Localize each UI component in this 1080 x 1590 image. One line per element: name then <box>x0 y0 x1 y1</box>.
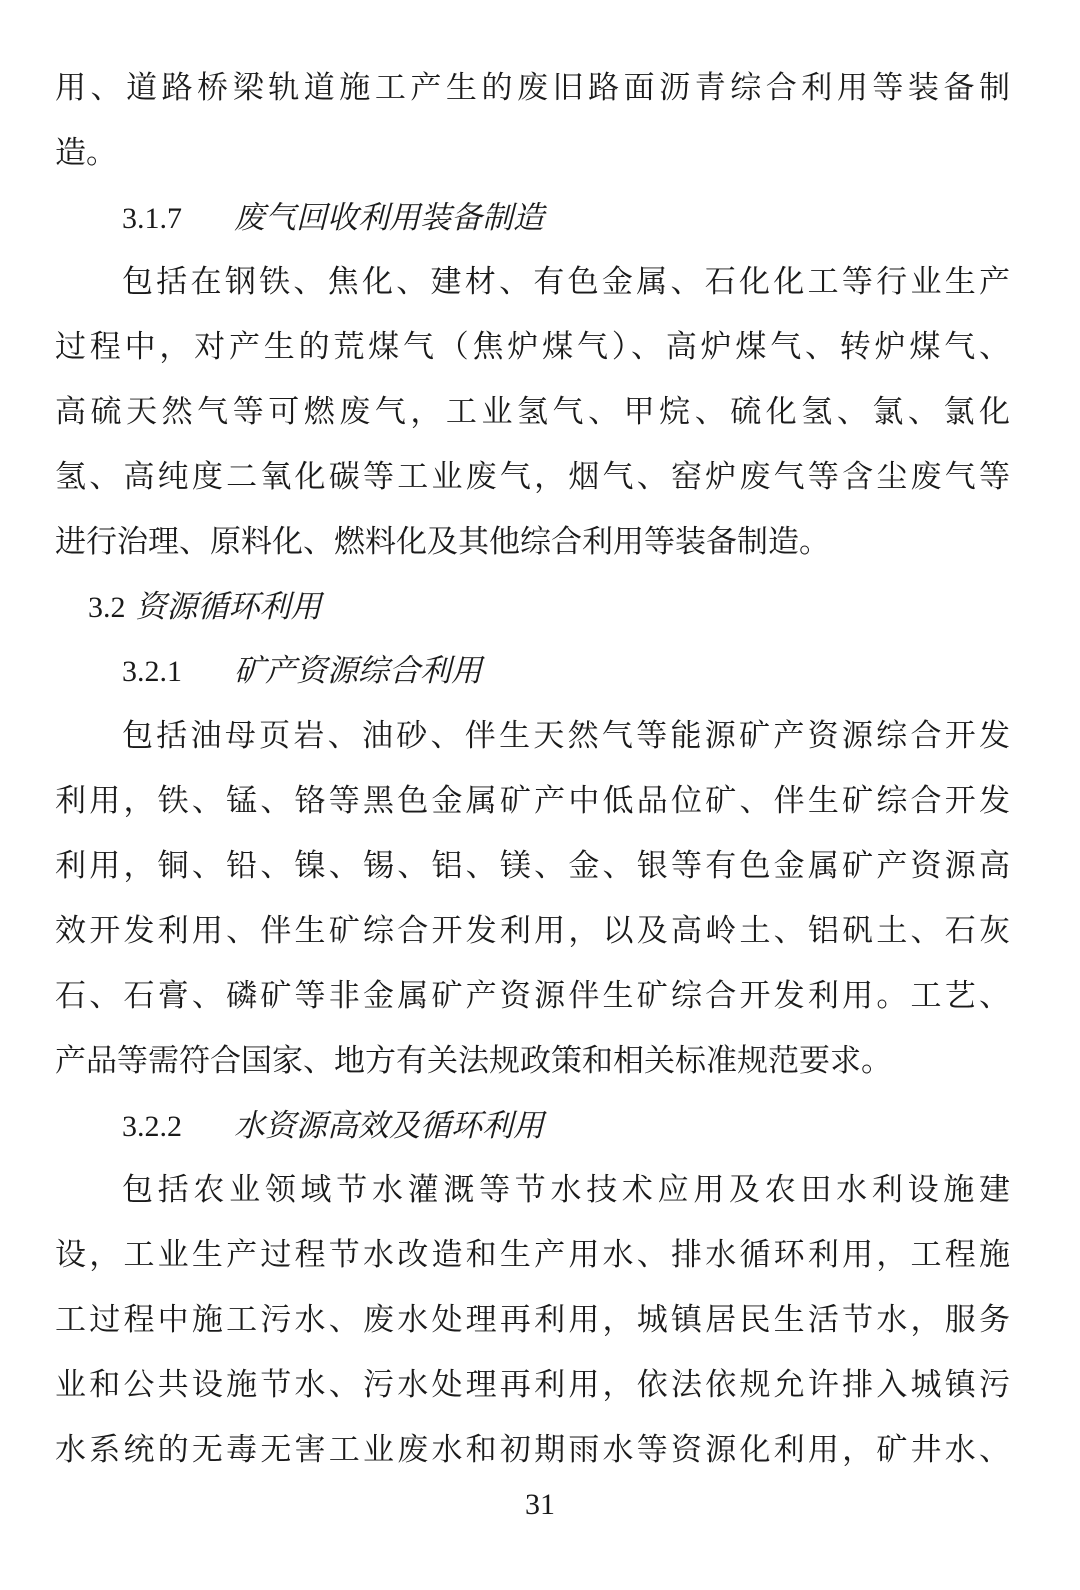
body-line: 过程中，对产生的荒煤气（焦炉煤气）、高炉煤气、转炉煤气、 <box>55 329 1010 365</box>
body-line: 进行治理、原料化、燃料化及其他综合利用等装备制造。 <box>55 524 830 560</box>
section-title: 资源循环利用 <box>135 589 322 625</box>
section-heading-3-1-7 <box>122 185 544 251</box>
paragraph-first-line: 包括在钢铁、焦化、建材、有色金属、石化化工等行业生产 <box>122 264 1010 300</box>
section-heading-3-2 <box>88 574 322 640</box>
section-title: 矿产资源综合利用 <box>234 653 482 689</box>
body-line: 业和公共设施节水、污水处理再利用，依法依规允许排入城镇污 <box>55 1367 1010 1403</box>
body-line: 造。 <box>55 135 117 171</box>
section-number: 3.2.1 <box>122 655 182 688</box>
section-number: 3.1.7 <box>122 202 182 235</box>
body-line: 水系统的无毒无害工业废水和初期雨水等资源化利用，矿井水、 <box>55 1432 1010 1468</box>
body-line: 高硫天然气等可燃废气，工业氢气、甲烷、硫化氢、氯、氯化 <box>55 394 1010 430</box>
body-line: 氢、高纯度二氧化碳等工业废气，烟气、窑炉废气等含尘废气等 <box>55 459 1010 495</box>
section-title: 水资源高效及循环利用 <box>234 1108 544 1144</box>
body-line: 工过程中施工污水、废水处理再利用，城镇居民生活节水，服务 <box>55 1302 1010 1338</box>
section-heading-3-2-1 <box>122 638 482 704</box>
section-title: 废气回收利用装备制造 <box>234 200 544 236</box>
body-line: 利用，铁、锰、铬等黑色金属矿产中低品位矿、伴生矿综合开发 <box>55 783 1010 819</box>
body-line: 利用，铜、铅、镍、锡、铝、镁、金、银等有色金属矿产资源高 <box>55 848 1010 884</box>
section-heading-3-2-2 <box>122 1093 544 1159</box>
body-line: 石、石膏、磷矿等非金属矿产资源伴生矿综合开发利用。工艺、 <box>55 978 1010 1014</box>
paragraph-first-line: 包括油母页岩、油砂、伴生天然气等能源矿产资源综合开发 <box>122 718 1010 754</box>
page-number: 31 <box>525 1488 555 1521</box>
body-line: 产品等需符合国家、地方有关法规政策和相关标准规范要求。 <box>55 1043 892 1079</box>
paragraph-first-line: 包括农业领域节水灌溉等节水技术应用及农田水利设施建 <box>122 1172 1010 1208</box>
body-line: 设，工业生产过程节水改造和生产用水、排水循环利用，工程施 <box>55 1237 1010 1273</box>
section-number: 3.2 <box>88 591 126 624</box>
section-number: 3.2.2 <box>122 1110 182 1143</box>
body-line: 用、道路桥梁轨道施工产生的废旧路面沥青综合利用等装备制 <box>55 70 1010 106</box>
body-line: 效开发利用、伴生矿综合开发利用，以及高岭土、铝矾土、石灰 <box>55 913 1010 949</box>
